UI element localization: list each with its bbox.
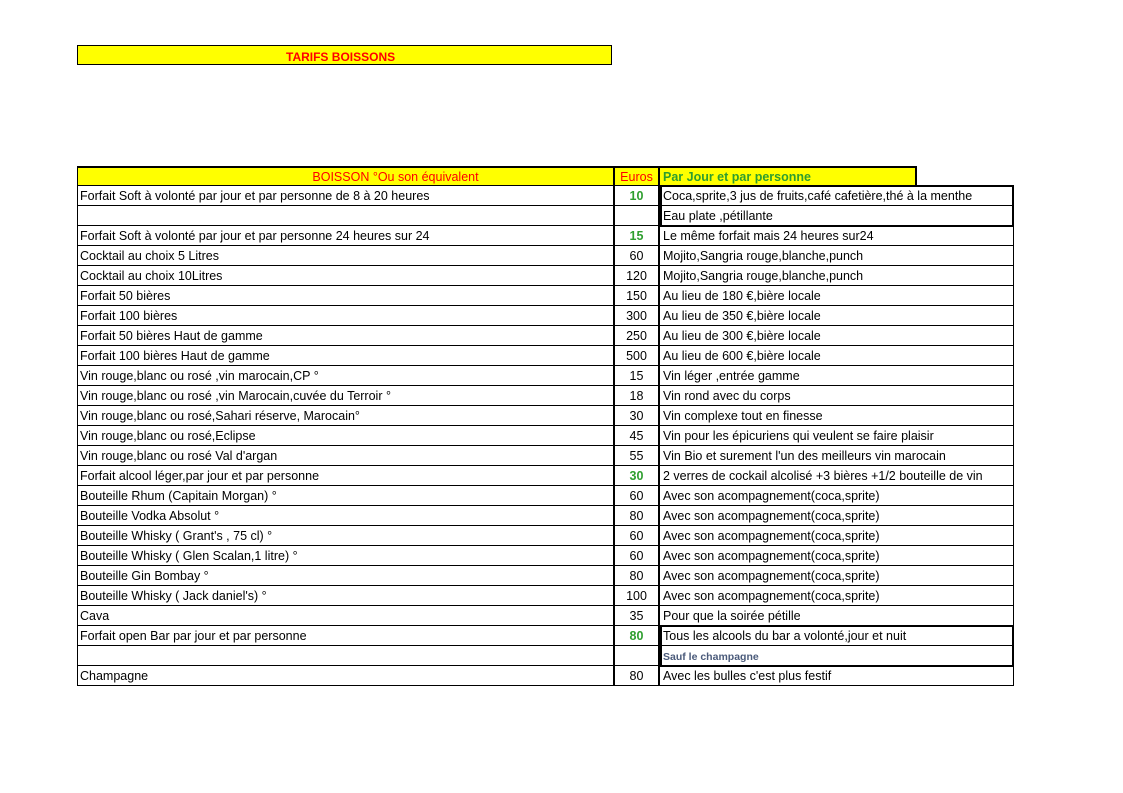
drink-price: 30 (613, 466, 660, 486)
drink-price: 55 (613, 446, 660, 466)
table-header (77, 166, 917, 186)
drink-name: Vin rouge,blanc ou rosé,Sahari réserve, Marocain° (77, 406, 613, 426)
drink-name: Vin rouge,blanc ou rosé ,vin Marocain,cuvée du Terroir ° (77, 386, 613, 406)
drink-price (613, 646, 660, 666)
drink-description: Avec son acompagnement(coca,sprite) (660, 566, 1014, 586)
drink-description: Tous les alcools du bar a volonté,jour et nuit (660, 626, 1014, 646)
drink-price: 15 (613, 226, 660, 246)
drink-name: Forfait alcool léger,par jour et par personne (77, 466, 613, 486)
drink-price: 15 (613, 366, 660, 386)
table-row (77, 206, 1014, 226)
drink-name: Vin rouge,blanc ou rosé Val d'argan (77, 446, 613, 466)
drink-price: 150 (613, 286, 660, 306)
drink-description: Avec son acompagnement(coca,sprite) (660, 486, 1014, 506)
drink-name: Cava (77, 606, 613, 626)
drink-name: Cocktail au choix 5 Litres (77, 246, 613, 266)
drink-name: Bouteille Rhum (Capitain Morgan) ° (77, 486, 613, 506)
table-row (77, 306, 1014, 326)
table-row (77, 346, 1014, 366)
drink-description: Avec son acompagnement(coca,sprite) (660, 506, 1014, 526)
table-row (77, 246, 1014, 266)
title-bar (77, 45, 612, 65)
drink-description: Coca,sprite,3 jus de fruits,café cafetière,thé à la menthe (660, 186, 1014, 206)
drink-description: Avec son acompagnement(coca,sprite) (660, 546, 1014, 566)
drink-name: Champagne (77, 666, 613, 686)
drink-name: Bouteille Whisky ( Glen Scalan,1 litre) ° (77, 546, 613, 566)
drink-name: Bouteille Whisky ( Grant's , 75 cl) ° (77, 526, 613, 546)
drink-description: Mojito,Sangria rouge,blanche,punch (660, 246, 1014, 266)
drink-description: Au lieu de 300 €,bière locale (660, 326, 1014, 346)
drink-name: Forfait Soft à volonté par jour et par personne 24 heures sur 24 (77, 226, 613, 246)
drink-name (77, 646, 613, 666)
table-row (77, 426, 1014, 446)
drink-price: 30 (613, 406, 660, 426)
drink-name: Vin rouge,blanc ou rosé,Eclipse (77, 426, 613, 446)
drink-price: 45 (613, 426, 660, 446)
drink-description: Au lieu de 350 €,bière locale (660, 306, 1014, 326)
drink-price (613, 206, 660, 226)
table-row (77, 586, 1014, 606)
drink-description: Le même forfait mais 24 heures sur24 (660, 226, 1014, 246)
drink-price: 80 (613, 626, 660, 646)
drink-name: Bouteille Vodka Absolut ° (77, 506, 613, 526)
table-row (77, 446, 1014, 466)
drink-name: Bouteille Gin Bombay ° (77, 566, 613, 586)
drink-name: Forfait open Bar par jour et par personne (77, 626, 613, 646)
drink-price: 60 (613, 526, 660, 546)
drink-description: Vin pour les épicuriens qui veulent se faire plaisir (660, 426, 1014, 446)
drink-price: 250 (613, 326, 660, 346)
drink-name: Vin rouge,blanc ou rosé ,vin marocain,CP ° (77, 366, 613, 386)
drink-price: 100 (613, 586, 660, 606)
drink-name: Cocktail au choix 10Litres (77, 266, 613, 286)
drink-description: Vin complexe tout en finesse (660, 406, 1014, 426)
header-euros: Euros (613, 166, 660, 186)
table-row (77, 366, 1014, 386)
drink-description: Vin Bio et surement l'un des meilleurs vin marocain (660, 446, 1014, 466)
note-text: Sauf le champagne (663, 651, 759, 663)
drink-name: Forfait 50 bières Haut de gamme (77, 326, 613, 346)
drink-price: 35 (613, 606, 660, 626)
table-row (77, 486, 1014, 506)
drink-price: 60 (613, 246, 660, 266)
drink-description: Eau plate ,pétillante (660, 206, 1014, 226)
drink-price: 500 (613, 346, 660, 366)
drink-price: 60 (613, 546, 660, 566)
table-row (77, 226, 1014, 246)
table-row (77, 386, 1014, 406)
drink-price: 80 (613, 566, 660, 586)
drink-description: Vin léger ,entrée gamme (660, 366, 1014, 386)
drink-name: Forfait Soft à volonté par jour et par personne de 8 à 20 heures (77, 186, 613, 206)
drink-name: Forfait 100 bières (77, 306, 613, 326)
table-row (77, 406, 1014, 426)
table-row (77, 546, 1014, 566)
drink-description: Avec son acompagnement(coca,sprite) (660, 586, 1014, 606)
page-title: TARIFS BOISSONS (286, 50, 396, 64)
drink-price: 18 (613, 386, 660, 406)
table-row (77, 626, 1014, 646)
drink-description: Vin rond avec du corps (660, 386, 1014, 406)
drink-price: 60 (613, 486, 660, 506)
drink-price: 80 (613, 666, 660, 686)
table-row (77, 186, 1014, 206)
drink-description: 2 verres de cockail alcolisé +3 bières +1/2 bouteille de vin (660, 466, 1014, 486)
table-row (77, 286, 1014, 306)
drink-name: Bouteille Whisky ( Jack daniel's) ° (77, 586, 613, 606)
drink-name: Forfait 100 bières Haut de gamme (77, 346, 613, 366)
drink-description: Mojito,Sangria rouge,blanche,punch (660, 266, 1014, 286)
table-row (77, 266, 1014, 286)
table-row (77, 566, 1014, 586)
header-description: Par Jour et par personne (660, 166, 917, 186)
header-boisson: BOISSON °Ou son équivalent (77, 166, 613, 186)
drink-description (660, 646, 1014, 666)
table-row (77, 526, 1014, 546)
drink-price: 300 (613, 306, 660, 326)
table-row (77, 326, 1014, 346)
drink-description: Au lieu de 180 €,bière locale (660, 286, 1014, 306)
drink-description: Avec son acompagnement(coca,sprite) (660, 526, 1014, 546)
drink-name (77, 206, 613, 226)
drink-name: Forfait 50 bières (77, 286, 613, 306)
drink-price: 10 (613, 186, 660, 206)
table-row (77, 646, 1014, 666)
drink-description: Avec les bulles c'est plus festif (660, 666, 1014, 686)
table-row (77, 466, 1014, 486)
table-row (77, 606, 1014, 626)
drink-description: Pour que la soirée pétille (660, 606, 1014, 626)
drink-price: 120 (613, 266, 660, 286)
drink-description: Au lieu de 600 €,bière locale (660, 346, 1014, 366)
table-row (77, 506, 1014, 526)
drink-price: 80 (613, 506, 660, 526)
table-row (77, 666, 1014, 686)
